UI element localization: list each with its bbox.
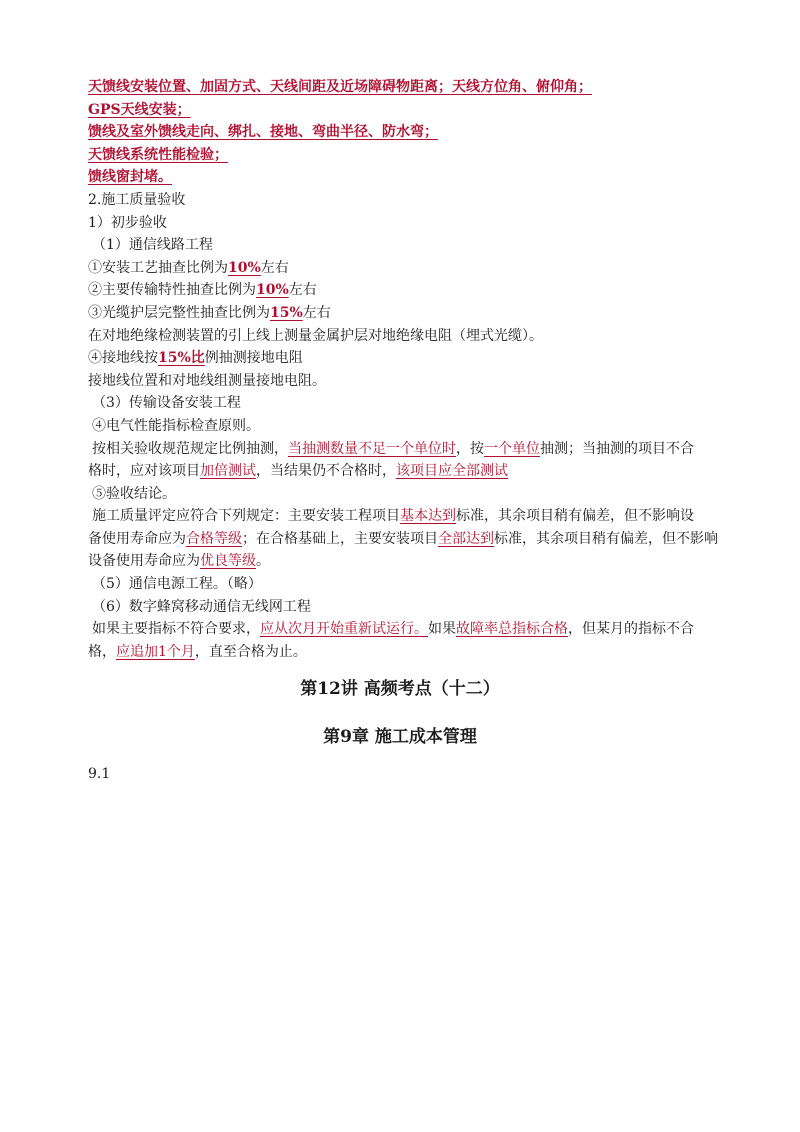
- paragraph-line: 如果主要指标不符合要求，应从次月开始重新试运行。如果故障率总指标合格，但某月的指标不合: [92, 621, 694, 638]
- list-item: ①安装工艺抽查比例为10%左右: [88, 259, 289, 276]
- subsection-heading: 1）初步验收: [88, 214, 167, 231]
- category-heading: （1）通信线路工程: [92, 237, 213, 254]
- list-item: ③光缆护层完整性抽查比例为15%左右: [88, 304, 331, 321]
- category-heading: （5）通信电源工程。（略）: [92, 576, 262, 593]
- note-text: 接地线位置和对地线组测量接地电阻。: [88, 372, 326, 389]
- list-item: 馈线窗封堵。: [88, 169, 172, 186]
- lecture-title: 第12讲 高频考点（十二）: [300, 679, 500, 699]
- list-item: 馈线及室外馈线走向、绑扎、接地、弯曲半径、防水弯；: [88, 124, 438, 141]
- paragraph-line: 备使用寿命应为合格等级；在合格基础上，主要安装项目全部达到标准，其余项目稍有偏差，但不影响: [88, 530, 718, 547]
- paragraph-line: 按相关验收规范规定比例抽测，当抽测数量不足一个单位时，按一个单位抽测；当抽测的项目不合: [92, 440, 694, 457]
- list-item: ④电气性能指标检查原则。: [92, 417, 260, 434]
- category-heading: （3）传输设备安装工程: [92, 395, 241, 412]
- list-item: 天馈线系统性能检验；: [88, 146, 228, 163]
- paragraph-line: 格，应追加1个月，直至合格为止。: [88, 643, 307, 660]
- list-item: ②主要传输特性抽查比例为10%左右: [88, 282, 317, 299]
- list-item: 天馈线安装位置、加固方式、天线间距及近场障碍物距离；天线方位角、俯仰角；: [88, 79, 592, 95]
- section-number: 9.1: [88, 766, 111, 782]
- list-item: GPS天线安装；: [88, 101, 191, 118]
- content-body: [88, 76, 748, 663]
- paragraph-line: 格时，应对该项目加倍测试，当结果仍不合格时，该项目应全部测试: [88, 463, 508, 480]
- paragraph-line: 施工质量评定应符合下列规定：主要安装工程项目基本达到标准，其余项目稍有偏差，但不影响设: [92, 508, 694, 525]
- note-text: 在对地绝缘检测装置的引上线上测量金属护层对地绝缘电阻（埋式光缆）。: [88, 327, 543, 344]
- paragraph-line: 设备使用寿命应为优良等级。: [88, 553, 270, 570]
- list-item: ④接地线按15%比例抽测接地电阻: [88, 350, 303, 367]
- section-heading: 2.施工质量验收: [88, 191, 186, 208]
- list-item: ⑤验收结论。: [92, 485, 176, 502]
- chapter-title: 第9章 施工成本管理: [323, 727, 477, 747]
- category-heading: （6）数字蜂窝移动通信无线网工程: [92, 598, 311, 615]
